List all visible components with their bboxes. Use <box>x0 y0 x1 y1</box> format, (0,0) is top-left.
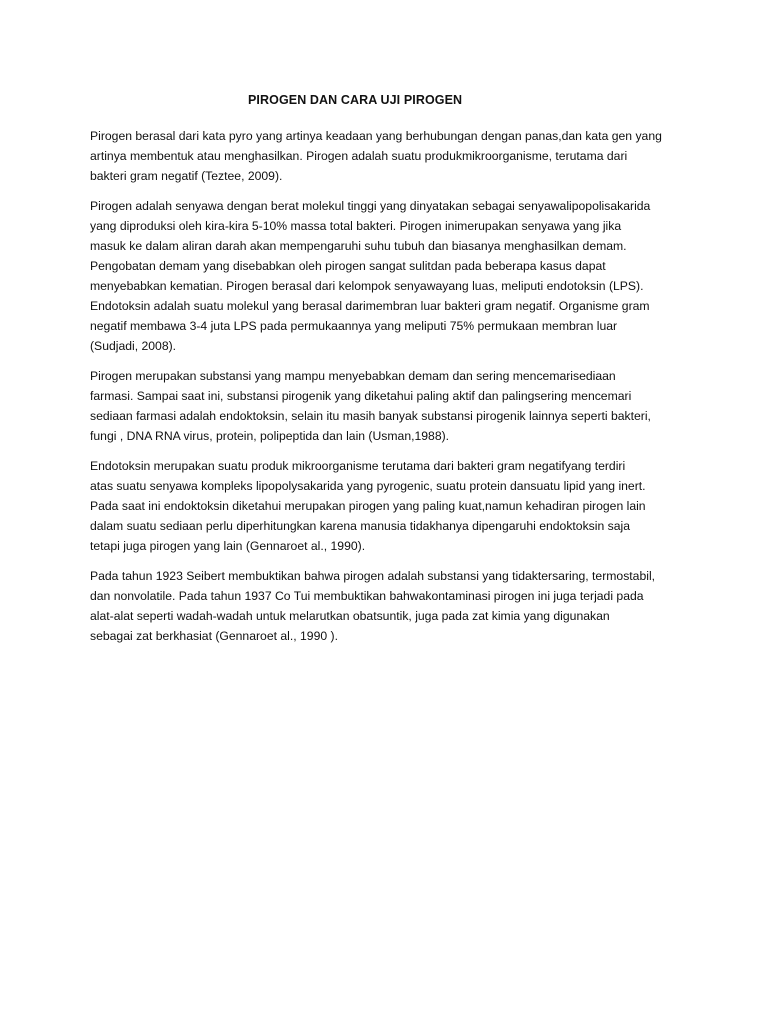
text-line: Pengobatan demam yang disebabkan oleh pirogen sangat sulitdan pada beberapa kasus dapat <box>90 259 606 273</box>
text-line: dan nonvolatile. Pada tahun 1937 Co Tui membuktikan bahwakontaminasi pirogen ini juga terjadi pada <box>90 589 644 603</box>
text-line: yang diproduksi oleh kira-kira 5-10% massa total bakteri. Pirogen inimerupakan senyawa yang jika <box>90 219 622 233</box>
paragraph-1 <box>90 126 700 186</box>
paragraph-4 <box>90 456 700 556</box>
text-line: Endotoksin adalah suatu molekul yang berasal darimembran luar bakteri gram negatif. Organisme gram <box>90 299 650 313</box>
text-line: menyebabkan kematian. Pirogen berasal dari kelompok senyawayang luas, meliputi endotoksin (LPS). <box>90 279 644 293</box>
paragraph-5 <box>90 566 700 646</box>
text-line: bakteri gram negatif (Teztee, 2009). <box>90 169 283 183</box>
text-line: (Sudjadi, 2008). <box>90 339 177 353</box>
text-line: masuk ke dalam aliran darah akan mempengaruhi suhu tubuh dan biasanya menghasilkan demam. <box>90 239 627 253</box>
text-line: Endotoksin merupakan suatu produk mikroorganisme terutama dari bakteri gram negatifyang terdiri <box>90 459 626 473</box>
text-line: sebagai zat berkhasiat (Gennaroet al., 1990 ). <box>90 629 338 643</box>
text-line: Pada saat ini endoktoksin diketahui merupakan pirogen yang paling kuat,namun kehadiran pirogen lain <box>90 499 646 513</box>
text-line: Pirogen berasal dari kata pyro yang artinya keadaan yang berhubungan dengan panas,dan kata gen yang <box>90 129 662 143</box>
text-line: tetapi juga pirogen yang lain (Gennaroet al., 1990). <box>90 539 366 553</box>
text-line: dalam suatu sediaan perlu diperhitungkan karena manusia tidakhanya dipengaruhi endoktoksin saja <box>90 519 630 533</box>
paragraph-2 <box>90 196 700 356</box>
text-line: artinya membentuk atau menghasilkan. Pirogen adalah suatu produkmikroorganisme, terutama dari <box>90 149 628 163</box>
text-line: fungi , DNA RNA virus, protein, polipeptida dan lain (Usman,1988). <box>90 429 450 443</box>
text-line: negatif membawa 3-4 juta LPS pada permukaannya yang meliputi 75% permukaan membran luar <box>90 319 618 333</box>
paragraph-3 <box>90 366 700 446</box>
text-line: Pada tahun 1923 Seibert membuktikan bahwa pirogen adalah substansi yang tidaktersaring, termostabil, <box>90 569 656 583</box>
text-line: alat-alat seperti wadah-wadah untuk melarutkan obatsuntik, juga pada zat kimia yang digunakan <box>90 609 610 623</box>
document-body <box>90 126 700 656</box>
document-title: PIROGEN DAN CARA UJI PIROGEN <box>248 93 463 107</box>
text-line: Pirogen merupakan substansi yang mampu menyebabkan demam dan sering mencemarisediaan <box>90 369 616 383</box>
text-line: Pirogen adalah senyawa dengan berat molekul tinggi yang dinyatakan sebagai senyawalipopolisakarida <box>90 199 651 213</box>
text-line: atas suatu senyawa kompleks lipopolysakarida yang pyrogenic, suatu protein dansuatu lipid yang inert. <box>90 479 646 493</box>
text-line: farmasi. Sampai saat ini, substansi pirogenik yang diketahui paling aktif dan palingsering mencemari <box>90 389 632 403</box>
text-line: sediaan farmasi adalah endoktoksin, selain itu masih banyak substansi pirogenik lainnya seperti bakteri, <box>90 409 651 423</box>
